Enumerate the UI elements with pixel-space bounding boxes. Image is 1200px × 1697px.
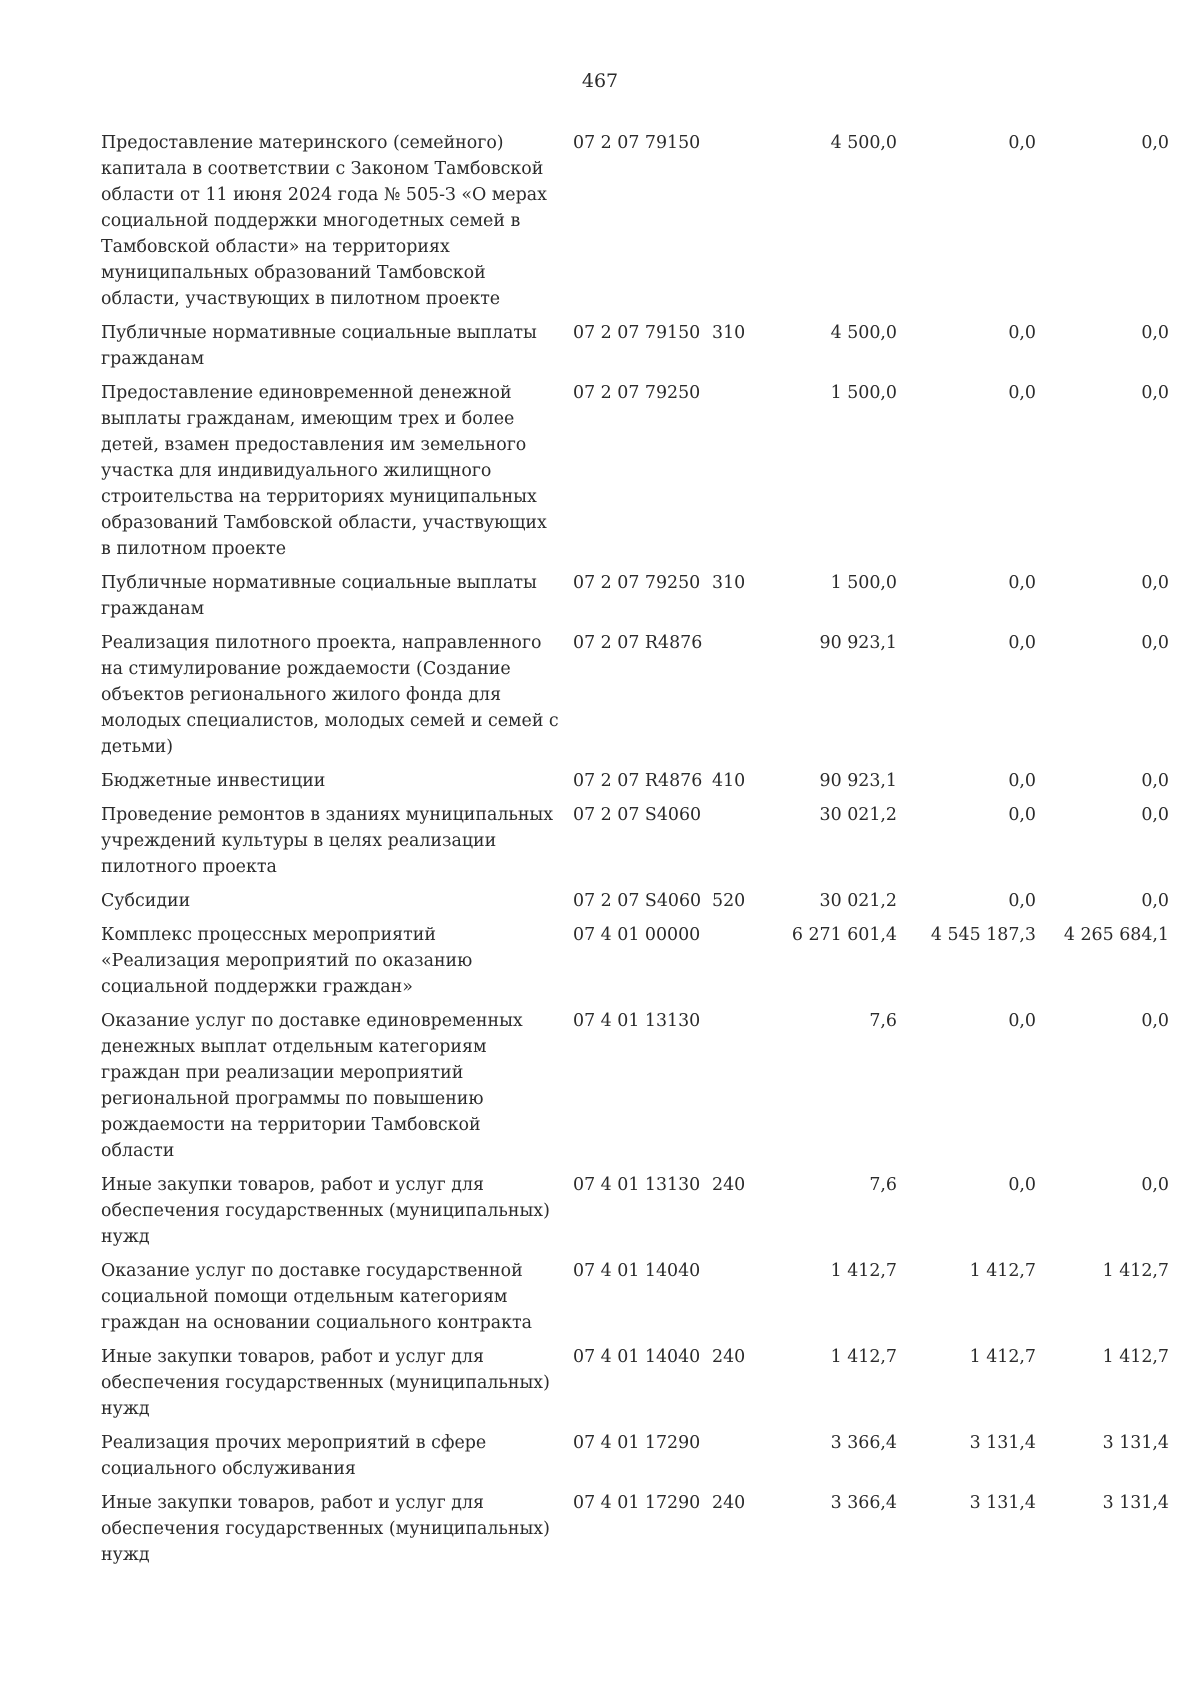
target-article-code: 07 2 07 79150: [573, 133, 701, 153]
target-article-code: 07 4 01 13130: [573, 1011, 701, 1031]
expense-type-code: 520: [712, 891, 746, 911]
row-name: Иные закупки товаров, работ и услуг для обеспечения государственных (муниципальных) нужд: [101, 1175, 550, 1247]
amount-col-2: 1 412,7: [969, 1347, 1036, 1367]
amount-col-3: 0,0: [1141, 805, 1169, 825]
amount-col-3: 0,0: [1141, 323, 1169, 343]
expense-type-code: 410: [712, 771, 746, 791]
row-name: Предоставление материнского (семейного) капитала в соответствии с Законом Тамбовской области от 11 июня 2024 года № 505-З «О мерах социальной поддержки многодетных семей в Тамбовской области» на территориях муниципальных образований Тамбовской области, участвующих в пилотном проекте: [101, 133, 547, 309]
target-article-code: 07 4 01 00000: [573, 925, 701, 945]
amount-col-1: 1 412,7: [830, 1261, 897, 1281]
expense-type-code: 240: [712, 1347, 746, 1367]
table-row: [101, 1172, 1169, 1250]
row-name: Иные закупки товаров, работ и услуг для обеспечения государственных (муниципальных) нужд: [101, 1493, 550, 1565]
amount-col-1: 1 412,7: [830, 1347, 897, 1367]
table-row: [101, 888, 1169, 914]
amount-col-1: 90 923,1: [819, 771, 897, 791]
expense-type-code: 310: [712, 573, 746, 593]
amount-col-3: 4 265 684,1: [1063, 925, 1169, 945]
amount-col-2: 0,0: [1008, 383, 1036, 403]
amount-col-3: 1 412,7: [1102, 1261, 1169, 1281]
expense-type-code: 310: [712, 323, 746, 343]
amount-col-3: 0,0: [1141, 633, 1169, 653]
table-row: [101, 768, 1169, 794]
amount-col-3: 0,0: [1141, 771, 1169, 791]
amount-col-2: 0,0: [1008, 771, 1036, 791]
amount-col-1: 7,6: [869, 1175, 897, 1195]
table-row: [101, 1490, 1169, 1568]
row-name: Проведение ремонтов в зданиях муниципальных учреждений культуры в целях реализации пилотного проекта: [101, 805, 554, 877]
target-article-code: 07 4 01 17290: [573, 1433, 701, 1453]
row-name: Оказание услуг по доставке единовременных денежных выплат отдельным категориям граждан при реализации мероприятий региональной программы по повышению рождаемости на территории Тамбовской области: [101, 1011, 523, 1161]
amount-col-2: 0,0: [1008, 1175, 1036, 1195]
amount-col-3: 0,0: [1141, 133, 1169, 153]
amount-col-3: 0,0: [1141, 1011, 1169, 1031]
target-article-code: 07 2 07 R4876: [573, 771, 703, 791]
target-article-code: 07 4 01 13130: [573, 1175, 701, 1195]
table-row: [101, 1258, 1169, 1336]
amount-col-1: 1 500,0: [830, 383, 897, 403]
table-row: [101, 802, 1169, 880]
row-name: Комплекс процессных мероприятий «Реализация мероприятий по оказанию социальной поддержки граждан»: [101, 925, 473, 997]
table-row: [101, 1344, 1169, 1422]
row-name: Субсидии: [101, 891, 191, 911]
target-article-code: 07 4 01 14040: [573, 1347, 701, 1367]
table-row: [101, 570, 1169, 622]
amount-col-3: 3 131,4: [1102, 1433, 1169, 1453]
amount-col-2: 3 131,4: [969, 1493, 1036, 1513]
target-article-code: 07 2 07 79150: [573, 323, 701, 343]
amount-col-1: 30 021,2: [819, 805, 897, 825]
amount-col-1: 90 923,1: [819, 633, 897, 653]
target-article-code: 07 4 01 14040: [573, 1261, 701, 1281]
amount-col-1: 30 021,2: [819, 891, 897, 911]
amount-col-2: 3 131,4: [969, 1433, 1036, 1453]
table-row: [101, 1430, 1169, 1482]
table-row: [101, 320, 1169, 372]
amount-col-1: 7,6: [869, 1011, 897, 1031]
table-row: [101, 630, 1169, 760]
amount-col-2: 0,0: [1008, 805, 1036, 825]
amount-col-3: 3 131,4: [1102, 1493, 1169, 1513]
amount-col-2: 0,0: [1008, 323, 1036, 343]
table-row: [101, 380, 1169, 562]
amount-col-2: 1 412,7: [969, 1261, 1036, 1281]
budget-table: [101, 130, 1169, 1568]
amount-col-3: 0,0: [1141, 1175, 1169, 1195]
amount-col-2: 0,0: [1008, 573, 1036, 593]
amount-col-1: 3 366,4: [830, 1433, 897, 1453]
row-name: Публичные нормативные социальные выплаты гражданам: [101, 573, 537, 619]
expense-type-code: 240: [712, 1175, 746, 1195]
amount-col-3: 1 412,7: [1102, 1347, 1169, 1367]
amount-col-2: 0,0: [1008, 1011, 1036, 1031]
row-name: Иные закупки товаров, работ и услуг для обеспечения государственных (муниципальных) нужд: [101, 1347, 550, 1419]
table-row: [101, 922, 1169, 1000]
target-article-code: 07 2 07 79250: [573, 573, 701, 593]
amount-col-3: 0,0: [1141, 383, 1169, 403]
amount-col-2: 0,0: [1008, 633, 1036, 653]
amount-col-3: 0,0: [1141, 573, 1169, 593]
row-name: Реализация пилотного проекта, направленного на стимулирование рождаемости (Создание объектов регионального жилого фонда для молодых специалистов, молодых семей и семей с детьми): [101, 633, 559, 757]
amount-col-1: 3 366,4: [830, 1493, 897, 1513]
amount-col-1: 1 500,0: [830, 573, 897, 593]
target-article-code: 07 2 07 S4060: [573, 891, 702, 911]
row-name: Оказание услуг по доставке государственной социальной помощи отдельным категориям граждан на основании социального контракта: [101, 1261, 532, 1333]
amount-col-1: 6 271 601,4: [791, 925, 897, 945]
row-name: Реализация прочих мероприятий в сфере социального обслуживания: [101, 1433, 487, 1479]
row-name: Предоставление единовременной денежной выплаты гражданам, имеющим трех и более детей, взамен предоставления им земельного участка для индивидуального жилищного строительства на территориях муниципальных образований Тамбовской области, участвующих в пилотном проекте: [101, 383, 547, 559]
amount-col-1: 4 500,0: [830, 323, 897, 343]
target-article-code: 07 2 07 S4060: [573, 805, 702, 825]
amount-col-2: 0,0: [1008, 891, 1036, 911]
table-row: [101, 130, 1169, 312]
amount-col-2: 4 545 187,3: [930, 925, 1036, 945]
table-row: [101, 1008, 1169, 1164]
target-article-code: 07 2 07 R4876: [573, 633, 703, 653]
row-name: Бюджетные инвестиции: [101, 771, 326, 791]
amount-col-1: 4 500,0: [830, 133, 897, 153]
row-name: Публичные нормативные социальные выплаты гражданам: [101, 323, 537, 369]
target-article-code: 07 4 01 17290: [573, 1493, 701, 1513]
page-number: 467: [581, 70, 619, 92]
target-article-code: 07 2 07 79250: [573, 383, 701, 403]
expense-type-code: 240: [712, 1493, 746, 1513]
amount-col-2: 0,0: [1008, 133, 1036, 153]
amount-col-3: 0,0: [1141, 891, 1169, 911]
